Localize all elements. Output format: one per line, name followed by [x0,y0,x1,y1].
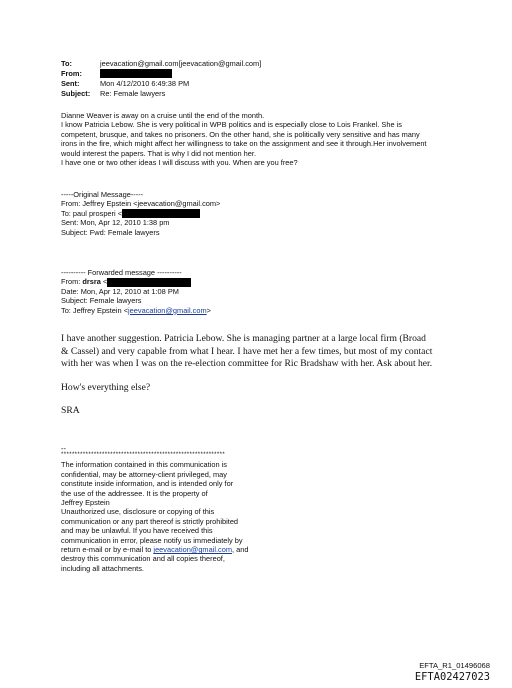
forwarded-question: How's everything else? [61,382,151,393]
forwarded-to-suffix: > [206,305,211,315]
bates-large: EFTA02427023 [414,671,490,683]
disclaimer-line-prefix: return e-mail or by e-mail to [61,545,154,555]
disclaimer-line: constitute inside information, and is intended only for [61,479,234,489]
reply-line: irons in the fire, which might affect her willingness to take on the assignment and see it through.Her involvement [61,139,427,149]
disclaimer-line: the use of the addressee. It is the property of [61,488,208,498]
forwarded-date: Date: Mon, Apr 12, 2010 at 1:08 PM [61,286,179,296]
disclaimer-line [61,545,248,554]
forwarded-from [61,277,211,287]
original-from: From: Jeffrey Epstein <jeevacation@gmail.com> [61,199,221,209]
forwarded-from-name: drsra [82,277,101,287]
original-sent: Sent: Mon, Apr 12, 2010 1:38 pm [61,218,170,228]
original-to [61,209,220,219]
forwarded-paragraph [61,333,432,371]
forwarded-title: ---------- Forwarded message ---------- [61,268,182,277]
disclaimer-line: including all attachments. [61,563,144,573]
to-label: To: [61,59,72,68]
disclaimer-email-link[interactable]: jeevacation@gmail.com [153,545,232,555]
disclaimer [61,444,248,573]
disclaimer-line: communication or any part thereof is strictly prohibited [61,516,239,526]
disclaimer-line: destroy this communication and all copies thereof, [61,554,225,564]
reply-line: Dianne Weaver is away on a cruise until the end of the month. [61,111,265,120]
disclaimer-line: The information contained in this communication is [61,460,227,470]
disclaimer-line-suffix: , and [232,545,249,555]
redaction-box [122,209,200,218]
from-label: From: [61,69,82,78]
forwarded-to [61,306,211,315]
paragraph-line: with her was when I was on the re-election committee for Ric Bradshaw with her. Ask about her. [61,358,433,370]
original-subject: Subject: Fwd: Female lawyers [61,227,160,237]
subject-value: Re: Female lawyers [100,89,166,98]
signature: SRA [61,405,80,416]
reply-line: competent, brusque, and takes no prisoners. On the other hand, she is politically very sensitive and has many [61,129,420,139]
forwarded-subject: Subject: Female lawyers [61,296,142,306]
paragraph-line: I have another suggestion. Patricia Lebow. She is managing partner at a large local firm (Broad [61,333,426,344]
disclaimer-line: and may be unlawful. If you have received this [61,526,213,536]
subject-label: Subject: [61,89,91,98]
footer-stars: ************************************************************ [61,452,226,459]
disclaimer-line: confidential, may be attorney-client privileged, may [61,469,227,479]
reply-line: I have one or two other ideas I will discuss with you. When are you free? [61,158,298,168]
redaction-box [100,69,172,78]
disclaimer-line: Unauthorized use, disclosure or copying of this [61,507,215,517]
forwarded-from-label: From: [61,277,81,287]
forwarded-to-prefix: To: Jeffrey Epstein < [61,305,129,315]
bates-small: EFTA_R1_01496068 [419,661,490,670]
redaction-box [107,278,191,287]
original-message [61,190,220,237]
reply-line: I know Patricia Lebow. She is very political in WPB politics and is especially close to Lois Frankel. She is [61,120,402,130]
original-to-text: To: paul prosperi < [61,208,123,218]
original-title: -----Original Message----- [61,190,144,199]
reply-body [61,111,426,167]
footer-dashes: -- [61,444,66,453]
reply-line: would interest the papers. That is why I did not mention her. [61,148,257,158]
disclaimer-line: Jeffrey Epstein [61,498,110,508]
sent-value: Mon 4/12/2010 6:49:38 PM [100,79,190,88]
sent-label: Sent: [61,79,80,88]
forwarded-header [61,268,211,315]
to-value: jeevacation@gmail.com[jeevacation@gmail.com] [100,59,262,68]
paragraph-line: & Cassel) and very capable from what I hear. I have met her a few times, but most of my contact [61,345,433,357]
disclaimer-line: communication in error, please notify us immediately by [61,535,243,545]
forwarded-from-rest: < [102,277,108,287]
forwarded-to-link[interactable]: jeevacation@gmail.com [128,305,207,315]
